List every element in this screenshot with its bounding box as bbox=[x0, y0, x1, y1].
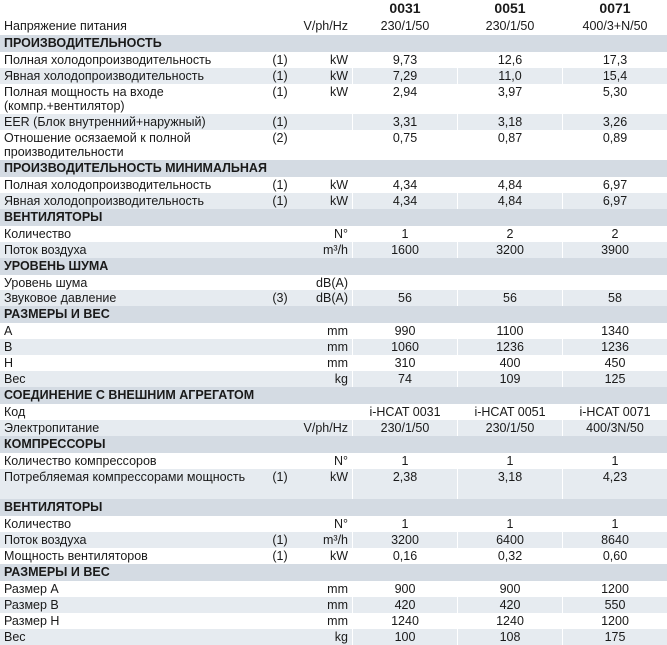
section-header bbox=[0, 306, 667, 323]
value-0031: 0,16 bbox=[352, 548, 457, 564]
table-row bbox=[0, 226, 667, 242]
row-unit: mm bbox=[327, 356, 348, 370]
table-row bbox=[0, 548, 667, 564]
header-blank bbox=[296, 0, 352, 18]
value-0071: 58 bbox=[562, 290, 667, 306]
table-row bbox=[0, 68, 667, 84]
row-note bbox=[264, 371, 296, 387]
value-0051: 1 bbox=[457, 516, 562, 532]
row-label: Полная холодопроизводительность bbox=[4, 53, 212, 67]
value-0031 bbox=[352, 275, 457, 290]
row-note bbox=[264, 226, 296, 242]
row-unit: m³/h bbox=[323, 243, 348, 257]
value-0031: 0,75 bbox=[352, 130, 457, 160]
row-label: Размер H bbox=[4, 614, 60, 628]
row-note: (1) bbox=[272, 470, 288, 484]
table-row bbox=[0, 453, 667, 469]
row-label: Мощность вентиляторов bbox=[4, 549, 148, 563]
row-note bbox=[264, 453, 296, 469]
header-blank bbox=[0, 0, 264, 18]
value-0071: 17,3 bbox=[562, 52, 667, 68]
table-row bbox=[0, 613, 667, 629]
section-header bbox=[0, 564, 667, 581]
section-header bbox=[0, 387, 667, 404]
value-0071: 8640 bbox=[562, 532, 667, 548]
table-row bbox=[0, 516, 667, 532]
row-note: (3) bbox=[272, 291, 288, 305]
row-label: H bbox=[4, 356, 14, 370]
row-unit: kW bbox=[329, 85, 348, 99]
table-row bbox=[0, 581, 667, 597]
value-0071: 15,4 bbox=[562, 68, 667, 84]
row-label: Полная холодопроизводительность bbox=[4, 178, 212, 192]
value-0071: 400/3N/50 bbox=[562, 420, 667, 436]
row-unit: N° bbox=[333, 517, 348, 531]
row-label: B bbox=[4, 340, 13, 354]
row-unit: N° bbox=[333, 227, 348, 241]
value-0031: 1060 bbox=[352, 339, 457, 355]
model-0051: 0051 bbox=[457, 0, 562, 18]
value-0051: 420 bbox=[457, 597, 562, 613]
row-note bbox=[264, 404, 296, 420]
value-0031: 56 bbox=[352, 290, 457, 306]
row-label: Уровень шума bbox=[4, 276, 88, 290]
value-0051: 230/1/50 bbox=[457, 18, 562, 35]
header-blank bbox=[264, 0, 296, 18]
row-note bbox=[264, 275, 296, 290]
value-0031: 4,34 bbox=[352, 177, 457, 193]
value-0071: 1200 bbox=[562, 581, 667, 597]
section-header bbox=[0, 499, 667, 516]
model-0071: 0071 bbox=[562, 0, 667, 18]
row-label: A bbox=[4, 324, 13, 338]
row-unit: N° bbox=[333, 454, 348, 468]
value-0031: 9,73 bbox=[352, 52, 457, 68]
row-label: Явная холодопроизводительность bbox=[4, 69, 205, 83]
section-header bbox=[0, 160, 667, 177]
section-header bbox=[0, 35, 667, 52]
table-row bbox=[0, 130, 667, 160]
value-0031: 1 bbox=[352, 453, 457, 469]
row-unit: kW bbox=[329, 194, 348, 208]
value-0051: 3,18 bbox=[457, 469, 562, 499]
row-label: EER (Блок внутренний+наружный) bbox=[4, 115, 206, 129]
row-unit bbox=[296, 404, 352, 420]
value-0031: 1600 bbox=[352, 242, 457, 258]
row-note bbox=[264, 516, 296, 532]
row-unit: mm bbox=[327, 340, 348, 354]
row-note bbox=[264, 581, 296, 597]
value-0051 bbox=[457, 275, 562, 290]
table-row bbox=[0, 469, 667, 499]
value-0031: 7,29 bbox=[352, 68, 457, 84]
value-0031: 420 bbox=[352, 597, 457, 613]
section-header bbox=[0, 209, 667, 226]
value-0051: 900 bbox=[457, 581, 562, 597]
section-header bbox=[0, 436, 667, 453]
value-0031: 4,34 bbox=[352, 193, 457, 209]
value-0031: 3200 bbox=[352, 532, 457, 548]
row-label: Поток воздуха bbox=[4, 243, 87, 257]
value-0051: 12,6 bbox=[457, 52, 562, 68]
value-0031: 74 bbox=[352, 371, 457, 387]
table-row bbox=[0, 404, 667, 420]
value-0031: 2,94 bbox=[352, 84, 457, 114]
row-unit: m³/h bbox=[323, 533, 348, 547]
value-0071: 3,26 bbox=[562, 114, 667, 130]
value-0031: 990 bbox=[352, 323, 457, 339]
row-label: Потребляемая компрессорами мощность bbox=[4, 470, 246, 484]
value-0051: 1100 bbox=[457, 323, 562, 339]
table-row bbox=[0, 323, 667, 339]
section-title: УРОВЕНЬ ШУМА bbox=[4, 259, 109, 273]
value-0031: 3,31 bbox=[352, 114, 457, 130]
table-row bbox=[0, 420, 667, 436]
row-unit: kg bbox=[334, 372, 348, 386]
value-0051: 4,84 bbox=[457, 177, 562, 193]
value-0071: 1 bbox=[562, 453, 667, 469]
table-row bbox=[0, 52, 667, 68]
row-unit: kg bbox=[334, 630, 348, 644]
value-0031: 1240 bbox=[352, 613, 457, 629]
row-unit: kW bbox=[329, 549, 348, 563]
table-row bbox=[0, 629, 667, 645]
row-note: (1) bbox=[272, 178, 288, 192]
row-unit: dB(A) bbox=[316, 276, 348, 290]
row-unit: V/ph/Hz bbox=[303, 421, 348, 435]
value-0031: 310 bbox=[352, 355, 457, 371]
value-0051: 4,84 bbox=[457, 193, 562, 209]
row-label: Количество компрессоров bbox=[4, 454, 157, 468]
row-note: (1) bbox=[272, 53, 288, 67]
value-0071: 400/3+N/50 bbox=[562, 18, 667, 35]
section-title: РАЗМЕРЫ И ВЕС bbox=[4, 307, 110, 321]
value-0071 bbox=[562, 275, 667, 290]
row-label: Количество bbox=[4, 517, 72, 531]
value-0071: 175 bbox=[562, 629, 667, 645]
value-0071: 3900 bbox=[562, 242, 667, 258]
row-note bbox=[264, 18, 296, 35]
value-0071: 5,30 bbox=[562, 84, 667, 114]
table-row bbox=[0, 532, 667, 548]
row-label: Отношение осязаемой к полной производительности bbox=[4, 131, 191, 159]
value-0051: 108 bbox=[457, 629, 562, 645]
row-note bbox=[264, 339, 296, 355]
row-label: Явная холодопроизводительность bbox=[4, 194, 205, 208]
value-0051: 1236 bbox=[457, 339, 562, 355]
section-title: РАЗМЕРЫ И ВЕС bbox=[4, 565, 110, 579]
value-0031: 230/1/50 bbox=[352, 420, 457, 436]
value-0071: 0,60 bbox=[562, 548, 667, 564]
row-label: Количество bbox=[4, 227, 72, 241]
value-0071: 125 bbox=[562, 371, 667, 387]
row-unit: V/ph/Hz bbox=[303, 19, 348, 33]
row-note bbox=[264, 597, 296, 613]
value-0051: i-HCAT 0051 bbox=[457, 404, 562, 420]
table-row bbox=[0, 177, 667, 193]
value-0031: 100 bbox=[352, 629, 457, 645]
row-unit: kW bbox=[329, 178, 348, 192]
row-unit bbox=[296, 114, 352, 130]
value-0031: 1 bbox=[352, 226, 457, 242]
row-note bbox=[264, 420, 296, 436]
section-title: СОЕДИНЕНИЕ С ВНЕШНИМ АГРЕГАТОМ bbox=[4, 388, 255, 402]
section-title: ПРОИЗВОДИТЕЛЬНОСТЬ МИНИМАЛЬНАЯ bbox=[4, 161, 267, 175]
value-0071: 4,23 bbox=[562, 469, 667, 499]
value-0071: 2 bbox=[562, 226, 667, 242]
row-unit bbox=[296, 130, 352, 160]
row-note bbox=[264, 355, 296, 371]
section-title: ВЕНТИЛЯТОРЫ bbox=[4, 210, 103, 224]
row-note: (1) bbox=[272, 85, 288, 99]
table-row bbox=[0, 290, 667, 306]
row-note bbox=[264, 629, 296, 645]
value-0051: 1 bbox=[457, 453, 562, 469]
value-0051: 6400 bbox=[457, 532, 562, 548]
value-0071: 550 bbox=[562, 597, 667, 613]
section-title: ПРОИЗВОДИТЕЛЬНОСТЬ bbox=[4, 36, 162, 50]
value-0071: 1340 bbox=[562, 323, 667, 339]
value-0051: 1240 bbox=[457, 613, 562, 629]
table-row bbox=[0, 84, 667, 114]
row-note: (2) bbox=[272, 131, 288, 145]
value-0071: 450 bbox=[562, 355, 667, 371]
table-row bbox=[0, 114, 667, 130]
row-note: (1) bbox=[272, 69, 288, 83]
table-row bbox=[0, 339, 667, 355]
value-0051: 0,32 bbox=[457, 548, 562, 564]
value-0071: 6,97 bbox=[562, 177, 667, 193]
section-title: КОМПРЕССОРЫ bbox=[4, 437, 106, 451]
value-0031: 1 bbox=[352, 516, 457, 532]
row-label: Электропитание bbox=[4, 421, 100, 435]
table-row bbox=[0, 193, 667, 209]
value-0071: 1236 bbox=[562, 339, 667, 355]
value-0051: 3,18 bbox=[457, 114, 562, 130]
value-0031: 230/1/50 bbox=[352, 18, 457, 35]
row-label: Напряжение питания bbox=[4, 19, 127, 33]
value-0051: 2 bbox=[457, 226, 562, 242]
value-0031: 2,38 bbox=[352, 469, 457, 499]
row-note bbox=[264, 613, 296, 629]
value-0051: 0,87 bbox=[457, 130, 562, 160]
row-note: (1) bbox=[272, 533, 288, 547]
value-0071: 1200 bbox=[562, 613, 667, 629]
value-0071: 0,89 bbox=[562, 130, 667, 160]
row-label: Вес bbox=[4, 630, 26, 644]
table-row bbox=[0, 18, 667, 35]
value-0051: 56 bbox=[457, 290, 562, 306]
row-label: Вес bbox=[4, 372, 26, 386]
row-unit: kW bbox=[329, 69, 348, 83]
value-0071: 6,97 bbox=[562, 193, 667, 209]
row-unit: mm bbox=[327, 614, 348, 628]
value-0051: 11,0 bbox=[457, 68, 562, 84]
row-label: Полная мощность на входе (компр.+вентилятор) bbox=[4, 85, 164, 113]
value-0051: 400 bbox=[457, 355, 562, 371]
row-label: Код bbox=[4, 405, 26, 419]
value-0031: 900 bbox=[352, 581, 457, 597]
table-row bbox=[0, 242, 667, 258]
row-note: (1) bbox=[272, 115, 288, 129]
row-label: Размер B bbox=[4, 598, 59, 612]
value-0071: i-HCAT 0071 bbox=[562, 404, 667, 420]
row-label: Звуковое давление bbox=[4, 291, 117, 305]
row-unit: kW bbox=[329, 470, 348, 484]
row-unit: mm bbox=[327, 598, 348, 612]
value-0051: 3200 bbox=[457, 242, 562, 258]
row-label: Поток воздуха bbox=[4, 533, 87, 547]
value-0071: 1 bbox=[562, 516, 667, 532]
value-0051: 109 bbox=[457, 371, 562, 387]
row-note: (1) bbox=[272, 194, 288, 208]
model-0031: 0031 bbox=[352, 0, 457, 18]
value-0051: 3,97 bbox=[457, 84, 562, 114]
table-row bbox=[0, 275, 667, 290]
row-unit: dB(A) bbox=[316, 291, 348, 305]
table-row bbox=[0, 597, 667, 613]
row-unit: mm bbox=[327, 582, 348, 596]
row-unit: mm bbox=[327, 324, 348, 338]
row-label: Размер A bbox=[4, 582, 59, 596]
value-0031: i-HCAT 0031 bbox=[352, 404, 457, 420]
table-row bbox=[0, 371, 667, 387]
row-note bbox=[264, 242, 296, 258]
value-0051: 230/1/50 bbox=[457, 420, 562, 436]
section-title: ВЕНТИЛЯТОРЫ bbox=[4, 500, 103, 514]
row-note: (1) bbox=[272, 549, 288, 563]
table-row bbox=[0, 355, 667, 371]
row-unit: kW bbox=[329, 53, 348, 67]
section-header bbox=[0, 258, 667, 275]
model-header-row bbox=[0, 0, 667, 18]
row-note bbox=[264, 323, 296, 339]
